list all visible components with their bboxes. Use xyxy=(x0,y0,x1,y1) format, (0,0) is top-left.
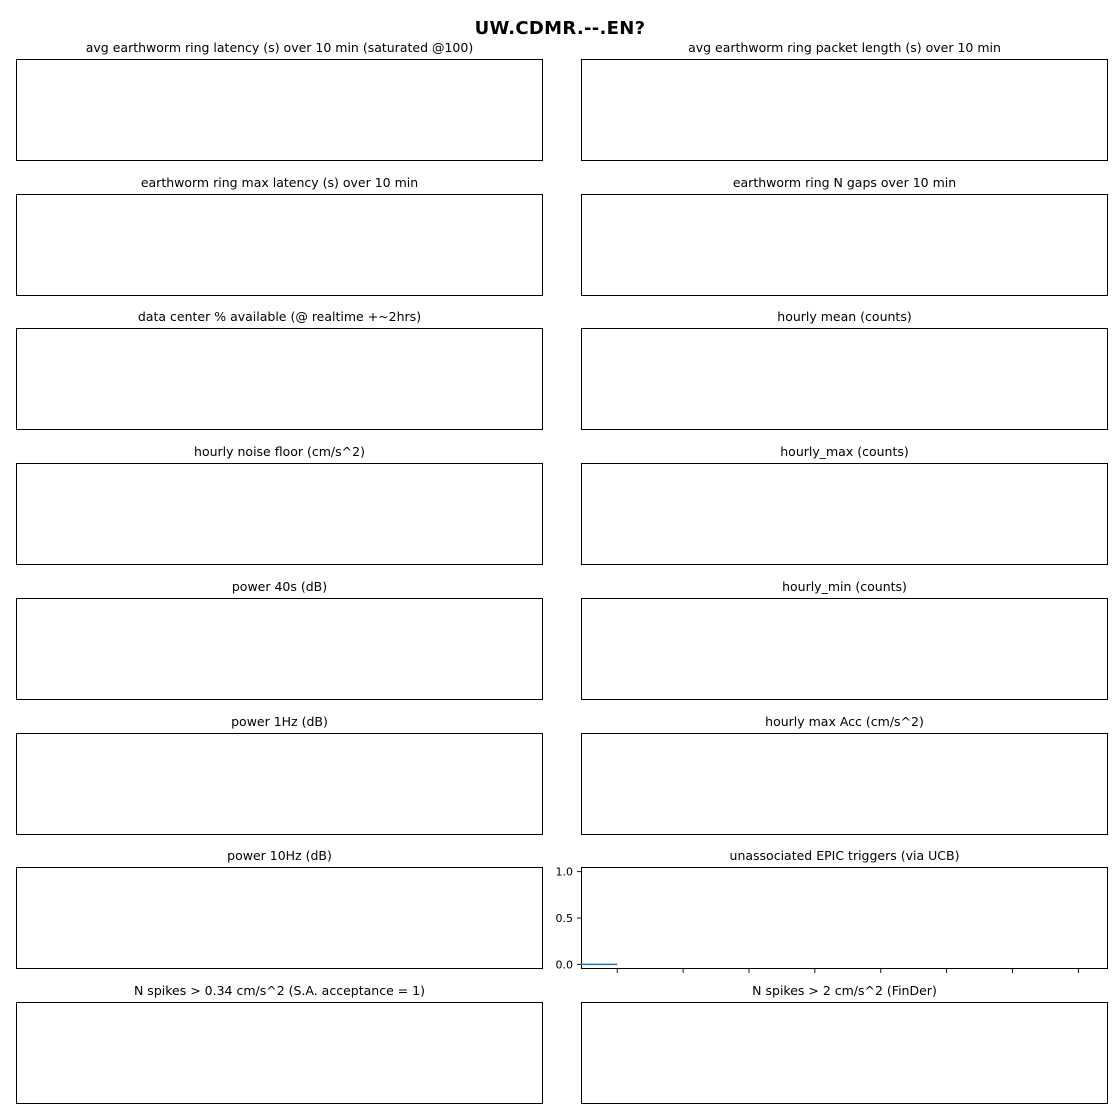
plot-area xyxy=(581,1002,1108,1104)
subplot-panel xyxy=(16,444,543,565)
subplot-title: hourly mean (counts) xyxy=(777,309,912,324)
subplot-panel xyxy=(581,175,1108,296)
y-tick-label: 1.0 xyxy=(555,865,573,879)
subplot-title: hourly_max (counts) xyxy=(780,444,909,459)
subplot-title: power 40s (dB) xyxy=(231,579,328,594)
subplot-panel xyxy=(581,444,1108,565)
subplot-title: power 10Hz (dB) xyxy=(227,848,332,863)
subplot-panel xyxy=(16,848,543,969)
subplot-panel xyxy=(555,848,1108,972)
subplot-title: avg earthworm ring latency (s) over 10 min (saturated @100) xyxy=(85,40,474,55)
subplot-panel xyxy=(16,983,543,1104)
subplot-panel xyxy=(581,983,1108,1104)
subplot-title: hourly noise floor (cm/s^2) xyxy=(194,444,365,459)
subplot-panel xyxy=(16,714,543,835)
subplot-panel xyxy=(16,175,543,296)
subplot-title: N spikes > 2 cm/s^2 (FinDer) xyxy=(752,983,937,998)
plot-area xyxy=(581,598,1108,700)
subplot-panel xyxy=(16,579,543,700)
plot-area xyxy=(16,867,543,969)
plot-area xyxy=(581,328,1108,430)
plot-area xyxy=(16,328,543,430)
plot-area xyxy=(581,194,1108,296)
plot-area xyxy=(16,463,543,565)
subplot-title: earthworm ring N gaps over 10 min xyxy=(732,175,957,190)
subplot-title: hourly max Acc (cm/s^2) xyxy=(765,714,924,729)
y-tick-label: 0.5 xyxy=(555,912,573,925)
plot-area xyxy=(16,598,543,700)
plot-area xyxy=(16,59,543,161)
y-tick-label: 0.0 xyxy=(555,958,573,972)
subplot-panel xyxy=(581,714,1108,835)
subplot-panel xyxy=(581,309,1108,430)
subplot-title: unassociated EPIC triggers (via UCB) xyxy=(729,848,960,863)
subplot-title: data center % available (@ realtime +~2hrs) xyxy=(137,309,422,324)
plot-area xyxy=(581,59,1108,161)
subplot-panel xyxy=(581,40,1108,161)
chart-svg xyxy=(555,865,1108,972)
subplot-title: hourly_min (counts) xyxy=(782,579,907,594)
subplot-panel xyxy=(581,579,1108,700)
subplot-title: avg earthworm ring packet length (s) over 10 min xyxy=(688,40,1001,55)
plot-area xyxy=(581,733,1108,835)
plot-area xyxy=(581,463,1108,565)
subplot-title: power 1Hz (dB) xyxy=(231,714,328,729)
subplot-panel xyxy=(16,40,543,161)
plot-area xyxy=(16,733,543,835)
plot-area xyxy=(16,194,543,296)
figure-suptitle: UW.CDMR.--.EN? xyxy=(474,18,646,39)
subplot-title: N spikes > 0.34 cm/s^2 (S.A. acceptance = 1) xyxy=(133,983,426,998)
plot-area xyxy=(16,1002,543,1104)
subplot-title: earthworm ring max latency (s) over 10 min xyxy=(140,175,419,190)
subplot-panel xyxy=(16,309,543,430)
